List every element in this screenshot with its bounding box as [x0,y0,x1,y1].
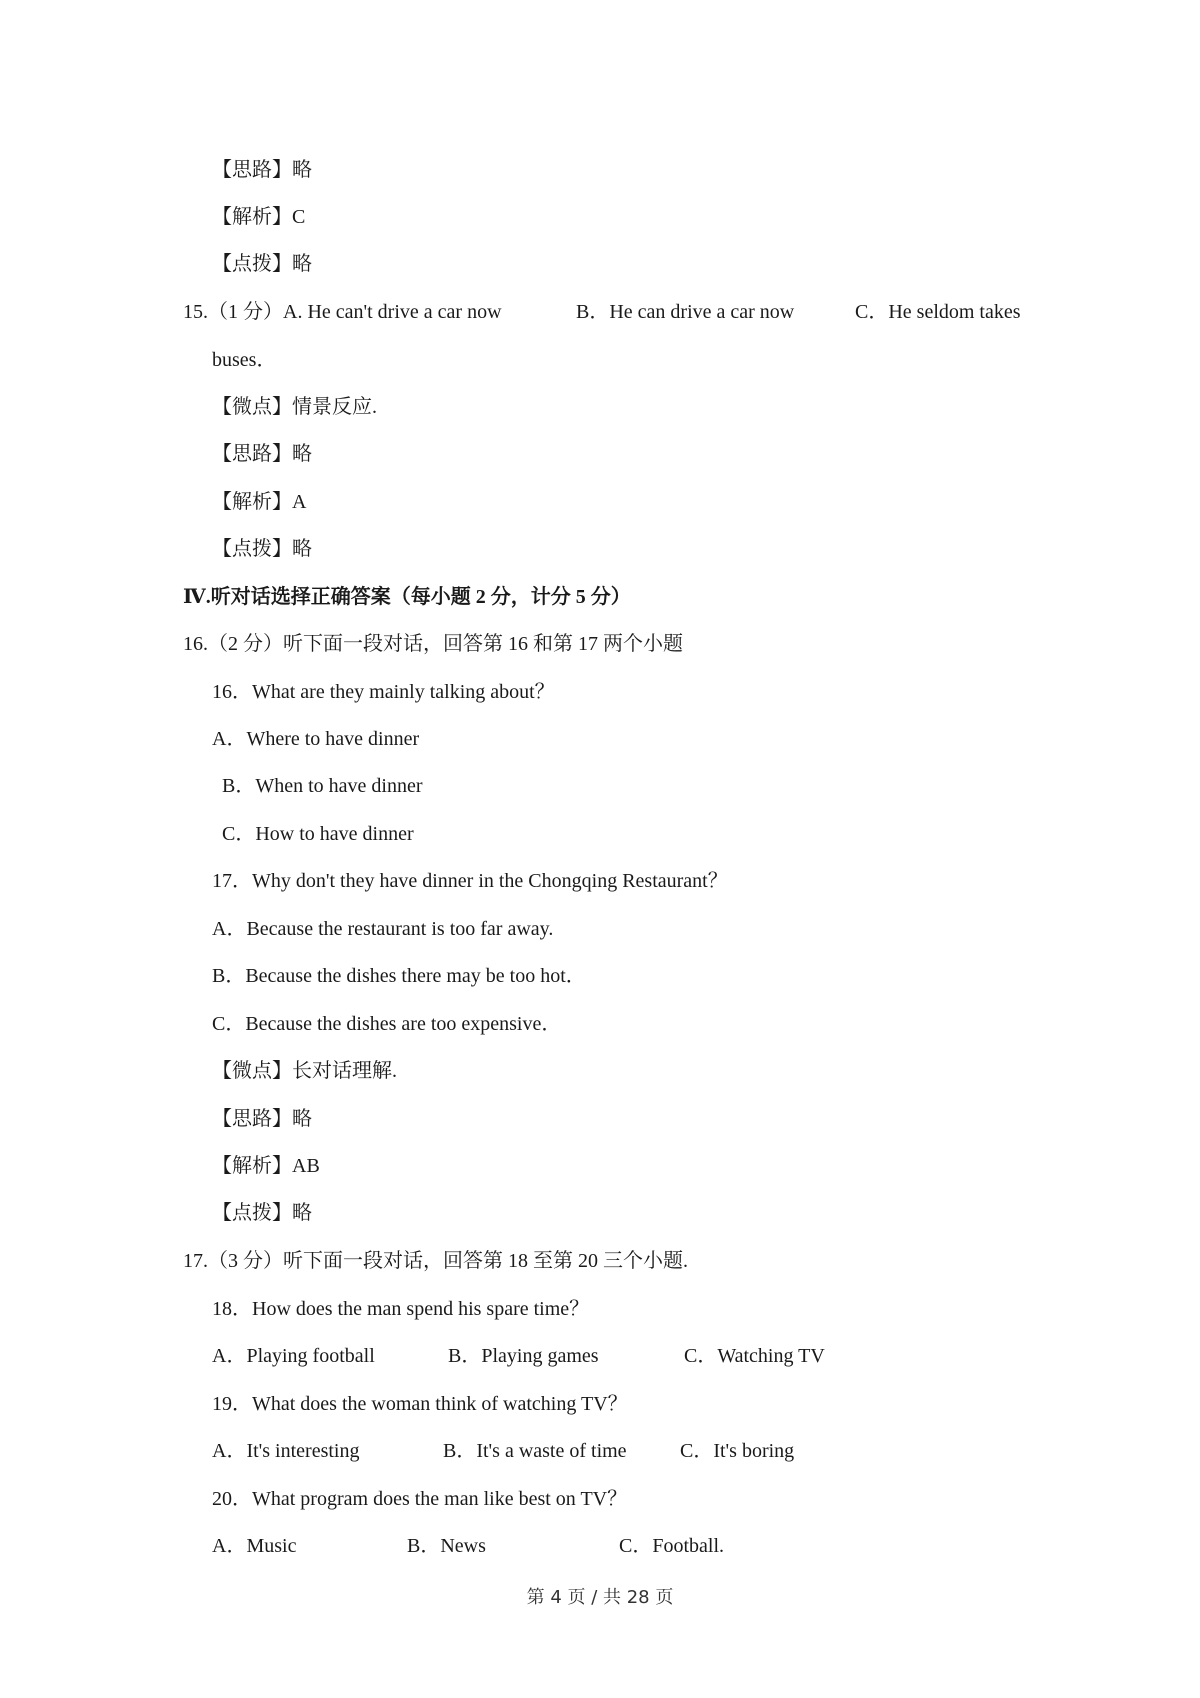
q17-sub18-option-b: B．Playing games [448,1345,599,1367]
q16-silu: 【思路】略 [212,1108,312,1130]
q15-option-b: B．He can drive a car now [576,301,795,323]
q16-sub17: 17．Why don't they have dinner in the Chongqing Restaurant？ [212,870,728,892]
q17-sub19-option-b: B．It's a waste of time [443,1440,627,1462]
q17-sub20-option-a: A．Music [212,1535,297,1557]
q15-stem: 15.（1 分） [183,301,283,323]
section-heading: Ⅳ.听对话选择正确答案（每小题 2 分，计分 5 分） [183,586,631,608]
q17-sub20-option-c: C．Football. [619,1535,725,1557]
q14-dianbo: 【点拨】略 [212,253,312,275]
q17-sub20-option-b: B．News [407,1535,486,1557]
q17-sub20: 20．What program does the man like best on TV？ [212,1488,628,1510]
q16-weidian: 【微点】长对话理解. [212,1060,397,1082]
q17-sub18-option-c: C．Watching TV [684,1345,825,1367]
q16-stem: 16.（2 分）听下面一段对话，回答第 16 和第 17 两个小题 [183,633,683,655]
q16-sub16-option-a: A．Where to have dinner [212,728,420,750]
q15-option-c: C．He seldom takes [855,301,1021,323]
q15-dianbo: 【点拨】略 [212,538,312,560]
q17-sub19-option-a: A．It's interesting [212,1440,360,1462]
q15-option-c-continued: buses． [212,349,277,371]
q16-sub17-option-b: B．Because the dishes there may be too hot． [212,965,586,987]
q14-silu: 【思路】略 [212,159,312,181]
q15-weidian: 【微点】情景反应. [212,396,377,418]
q16-sub17-option-a: A．Because the restaurant is too far away. [212,918,554,940]
q15-silu: 【思路】略 [212,443,312,465]
q17-sub19-option-c: C．It's boring [680,1440,795,1462]
q16-sub16-option-c: C．How to have dinner [222,823,414,845]
q17-sub19: 19．What does the woman think of watching TV？ [212,1393,628,1415]
q14-jiexi: 【解析】C [212,206,306,228]
q16-sub17-option-c: C．Because the dishes are too expensive． [212,1013,562,1035]
q15-option-a: A. He can't drive a car now [283,301,502,323]
q16-sub16: 16．What are they mainly talking about？ [212,681,555,703]
q16-sub16-option-b: B．When to have dinner [222,775,423,797]
q15-jiexi: 【解析】A [212,491,307,513]
q17-sub18-option-a: A．Playing football [212,1345,375,1367]
q16-jiexi: 【解析】AB [212,1155,320,1177]
q17-sub18: 18．How does the man spend his spare time？ [212,1298,590,1320]
page-footer: 第 4 页 / 共 28 页 [526,1587,674,1608]
q17-stem: 17.（3 分）听下面一段对话，回答第 18 至第 20 三个小题. [183,1250,688,1272]
q16-dianbo: 【点拨】略 [212,1202,312,1224]
